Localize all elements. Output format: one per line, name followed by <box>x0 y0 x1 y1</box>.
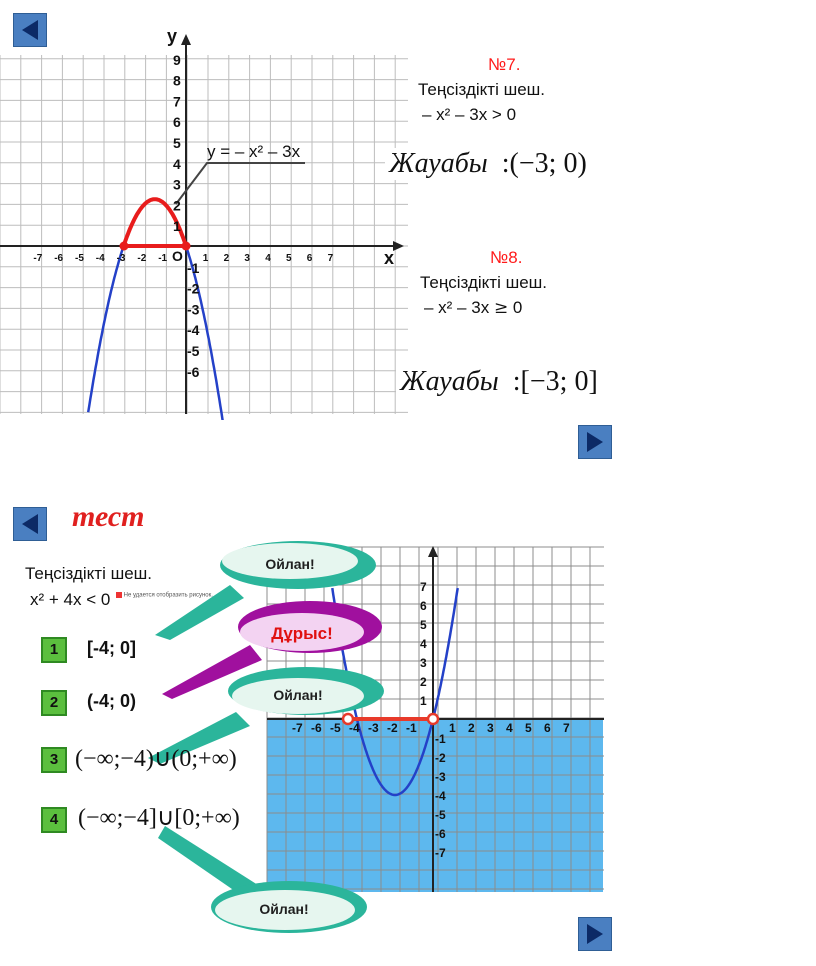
option-3-text[interactable]: (−∞;−4)∪(0;+∞) <box>75 746 237 772</box>
y-tick-label: -7 <box>435 846 446 860</box>
graph-1 <box>0 25 410 420</box>
inequality-left: – x² – 3x <box>424 298 490 317</box>
y-tick-label: -4 <box>187 322 200 339</box>
x-tick-label: -5 <box>75 253 84 264</box>
x-tick-label: 4 <box>265 253 271 264</box>
x-tick-label: -5 <box>330 721 341 735</box>
y-tick-label: -3 <box>187 301 200 318</box>
problem8-answer <box>396 366 602 398</box>
option-4-text[interactable]: (−∞;−4]∪[0;+∞) <box>78 805 240 831</box>
y-axis-arrow <box>428 546 438 557</box>
x-axis-arrow <box>393 241 404 251</box>
open-point-zero <box>428 714 438 724</box>
option-2-text[interactable]: (-4; 0) <box>87 691 136 711</box>
x-tick-label: 2 <box>223 253 230 264</box>
problem7-instruction: Теңсіздікті шеш. <box>418 80 546 99</box>
grid-1 <box>0 55 408 414</box>
x-tick-label: -4 <box>95 253 105 264</box>
y-tick-label: 5 <box>420 618 427 632</box>
bubble-2-label: Дұрыс! <box>271 624 333 643</box>
y-tick-label: -6 <box>435 827 446 841</box>
problem7-number: №7. <box>488 55 521 74</box>
x-tick-label: -1 <box>406 721 417 735</box>
next-button-2[interactable] <box>578 917 612 951</box>
y-axis-arrow <box>181 34 191 45</box>
y-tick-label: 9 <box>173 51 181 68</box>
y-tick-label: -4 <box>435 789 446 803</box>
broken-image-icon <box>116 592 122 598</box>
y-tick-label: 6 <box>420 599 427 613</box>
x-tick-label: 7 <box>327 253 334 264</box>
broken-image-note: Не удается отобразить рисунок. <box>123 592 213 599</box>
y-tick-label: -2 <box>187 280 200 297</box>
y-tick-label: 1 <box>173 218 181 235</box>
x-tick-label: -1 <box>158 253 168 264</box>
y-tick-label: -3 <box>435 770 446 784</box>
x-tick-label: -2 <box>387 721 398 735</box>
option-3-number[interactable]: 3 <box>41 747 67 773</box>
x-tick-label: 7 <box>563 721 570 735</box>
test-title: тест <box>72 500 145 533</box>
bubble-3-label: Ойлан! <box>273 687 323 703</box>
y-tick-label: -5 <box>187 343 200 359</box>
y-tick-label: 1 <box>420 694 427 708</box>
answer-value: :[−3; 0] <box>512 366 598 397</box>
x-tick-label: 6 <box>306 253 313 264</box>
y-tick-label: 3 <box>420 656 427 670</box>
inequality-right: 0 <box>512 298 523 317</box>
answer-value: :(−3; 0) <box>501 148 587 179</box>
x-tick-label: -4 <box>349 721 360 735</box>
next-button[interactable] <box>578 425 612 459</box>
problem7-inequality: – x² – 3x > 0 <box>422 105 517 124</box>
y-tick-label: 6 <box>173 114 181 131</box>
x-tick-label: -2 <box>137 253 147 264</box>
x-tick-label: 6 <box>544 721 551 735</box>
parabola-curve <box>88 199 226 420</box>
inequality-right: 0 <box>100 590 111 609</box>
y-tick-label: 3 <box>173 176 181 193</box>
y-tick-label: 2 <box>420 675 427 689</box>
x-axis-label: x <box>384 248 395 268</box>
y-tick-label: 2 <box>173 197 181 214</box>
x-tick-label: 5 <box>525 721 532 735</box>
y-tick-label: 4 <box>420 637 427 651</box>
y-tick-label: 5 <box>173 135 181 151</box>
function-label: y = – x² – 3x <box>207 142 301 161</box>
answer-word: Жауабы <box>400 366 499 397</box>
y-tick-label: -1 <box>187 259 200 276</box>
right-triangle-icon <box>579 426 611 458</box>
problem7-answer <box>385 148 591 180</box>
y-tick-label: -2 <box>435 751 446 765</box>
inequality-left: x² + 4x < <box>30 590 97 609</box>
x-tick-label: -7 <box>292 721 303 735</box>
x-tick-label: -6 <box>311 721 322 735</box>
x-tick-label: 3 <box>487 721 494 735</box>
axes-1 <box>0 34 404 414</box>
x-tick-label: 5 <box>286 253 292 264</box>
problem8-inequality <box>424 298 522 318</box>
bubble-4-label: Ойлан! <box>259 901 309 917</box>
y-tick-label: -6 <box>187 363 200 380</box>
answer-word: Жауабы <box>389 148 488 179</box>
problem8-instruction: Теңсіздікті шеш. <box>420 273 548 292</box>
option-1-number[interactable]: 1 <box>41 637 67 663</box>
x-tick-label: 2 <box>468 721 475 735</box>
option-2-number[interactable]: 2 <box>41 690 67 716</box>
x-tick-label: 3 <box>244 253 250 264</box>
broken-image-placeholder <box>116 592 213 599</box>
problem8-number: №8. <box>490 248 523 267</box>
x-tick-label: 4 <box>506 721 513 735</box>
x-tick-label: -6 <box>54 253 64 264</box>
x-tick-label: 1 <box>449 721 456 735</box>
option-4-number[interactable]: 4 <box>41 807 67 833</box>
y-tick-label: 7 <box>420 580 427 594</box>
point-minus-3 <box>120 242 129 251</box>
right-triangle-icon <box>579 918 611 950</box>
test-instruction: Теңсіздікті шеш. <box>25 564 153 583</box>
x-tick-label: -3 <box>116 253 126 264</box>
y-axis-label: y <box>167 26 178 46</box>
inequality-sign: ≥ <box>493 298 509 318</box>
y-tick-label: 8 <box>173 72 181 89</box>
bubble-1-label: Ойлан! <box>265 556 315 572</box>
x-tick-label: -7 <box>33 253 43 264</box>
y-tick-label: -5 <box>435 808 446 822</box>
y-tick-label: -1 <box>435 732 446 746</box>
origin-label: O <box>172 248 183 264</box>
test-inequality <box>30 590 110 610</box>
option-1-text[interactable]: [-4; 0] <box>87 638 136 658</box>
x-tick-label: 1 <box>202 253 209 264</box>
y-tick-label: 7 <box>173 93 181 110</box>
y-tick-label: 4 <box>173 155 181 172</box>
x-tick-label: -3 <box>368 721 379 735</box>
tick-labels-1 <box>33 26 394 380</box>
